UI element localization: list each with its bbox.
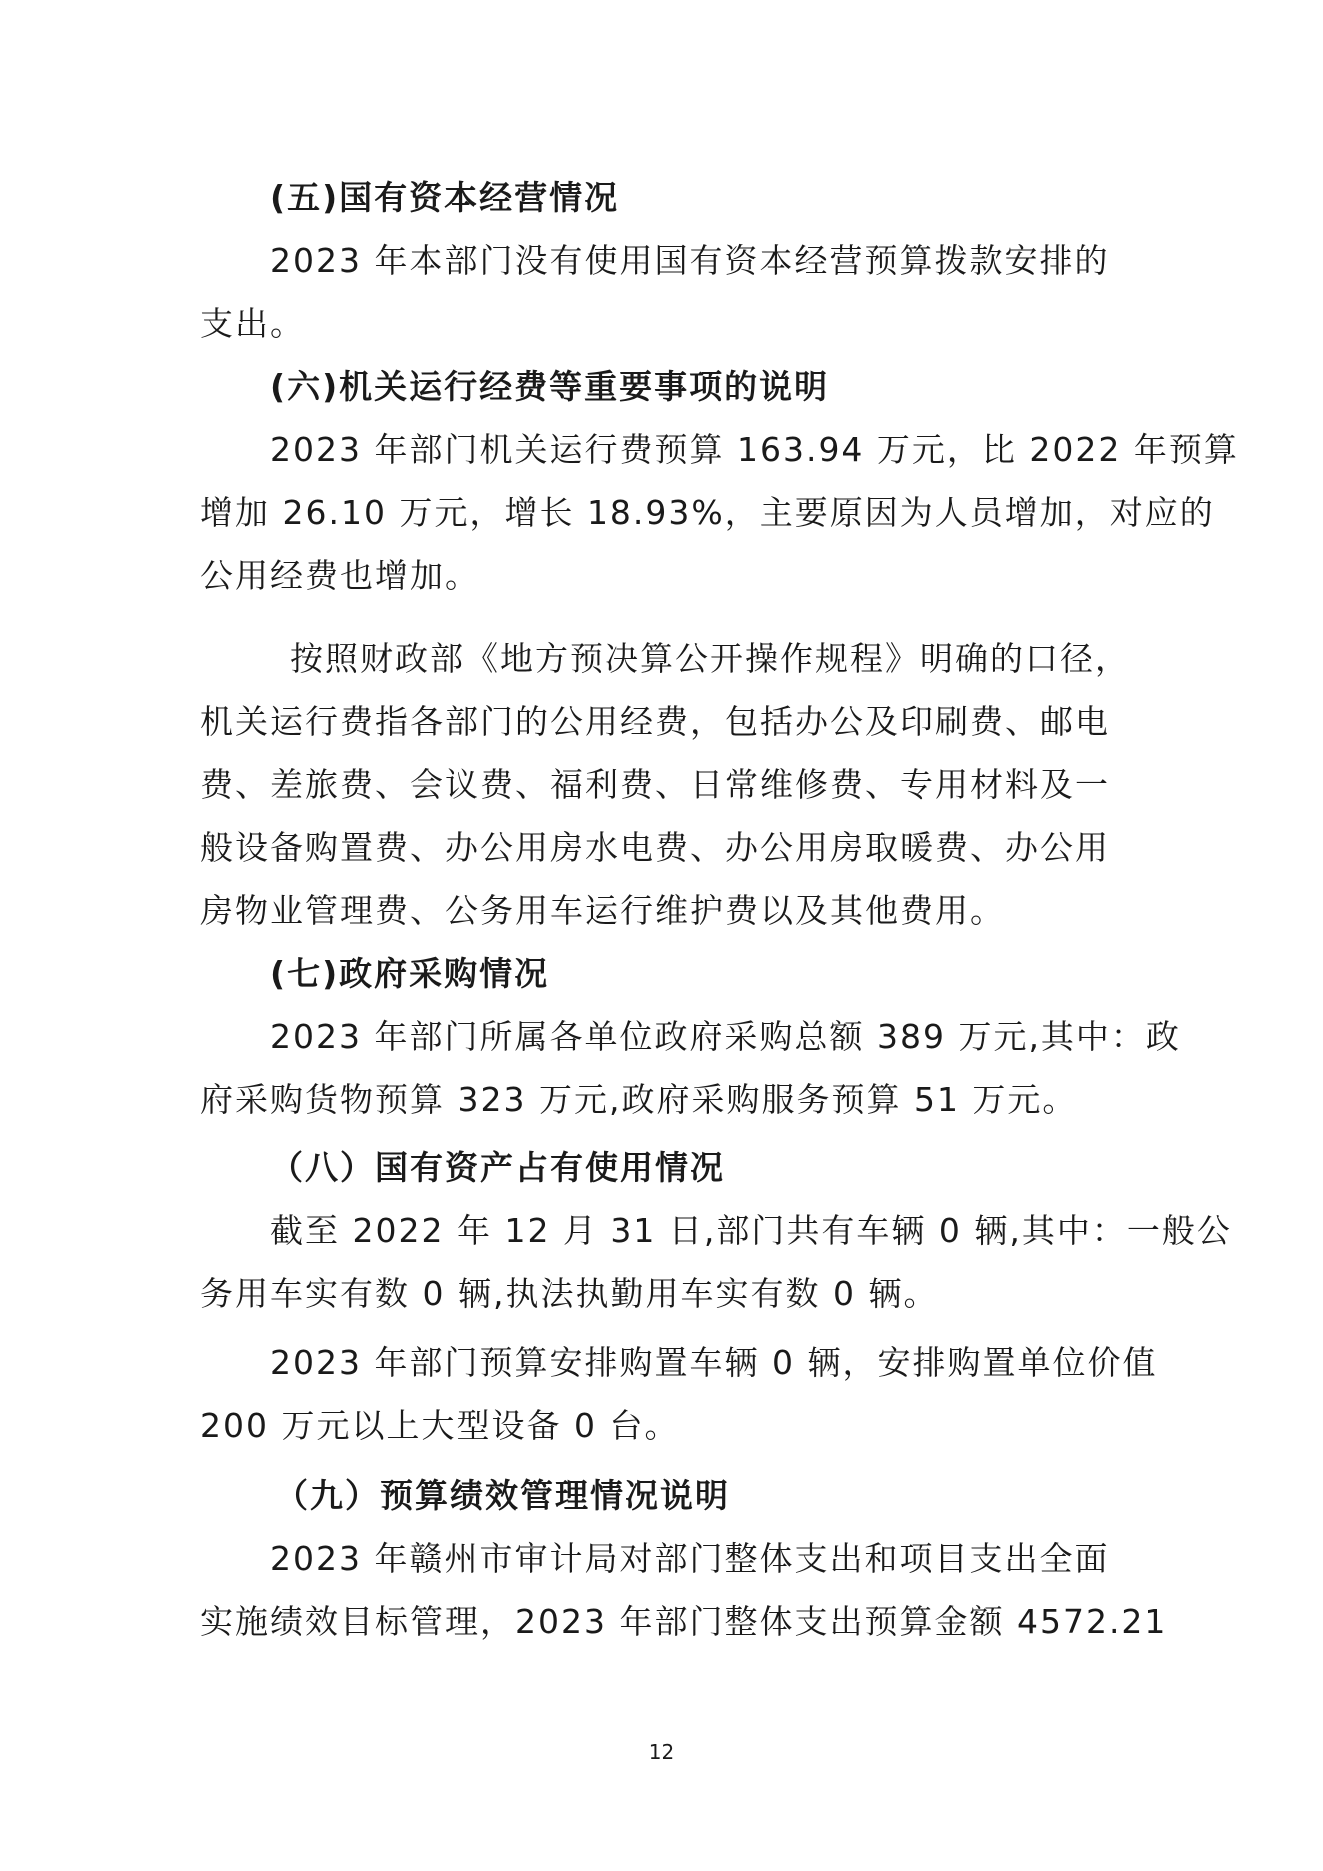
section-heading-7: (七)政府采购情况 [270, 954, 550, 993]
paragraph-line: 房物业管理费、公务用车运行维护费以及其他费用。 [200, 891, 1005, 930]
paragraph-line: 机关运行费指各部门的公用经费，包括办公及印刷费、邮电 [200, 702, 1110, 741]
paragraph-line: 按照财政部《地方预决算公开操作规程》明确的口径， [290, 639, 1130, 678]
section-heading-9: （九）预算绩效管理情况说明 [275, 1476, 730, 1515]
paragraph-line: 2023 年部门机关运行费预算 163.94 万元，比 2022 年预算 [270, 430, 1239, 469]
paragraph-line: 实施绩效目标管理，2023 年部门整体支出预算金额 4572.21 [200, 1602, 1168, 1641]
paragraph-line: 截至 2022 年 12 月 31 日,部门共有车辆 0 辆,其中：一般公 [270, 1211, 1232, 1250]
paragraph-line: 支出。 [200, 304, 305, 343]
paragraph-line: 府采购货物预算 323 万元,政府采购服务预算 51 万元。 [200, 1080, 1078, 1119]
paragraph-line: 2023 年本部门没有使用国有资本经营预算拨款安排的 [270, 241, 1110, 280]
paragraph-line: 2023 年赣州市审计局对部门整体支出和项目支出全面 [270, 1539, 1110, 1578]
paragraph-line: 般设备购置费、办公用房水电费、办公用房取暖费、办公用 [200, 828, 1110, 867]
page-number: 12 [648, 1740, 675, 1764]
section-heading-5: (五)国有资本经营情况 [270, 178, 620, 217]
paragraph-line: 费、差旅费、会议费、福利费、日常维修费、专用材料及一 [200, 765, 1110, 804]
paragraph-line: 200 万元以上大型设备 0 台。 [200, 1406, 680, 1445]
paragraph-line: 2023 年部门所属各单位政府采购总额 389 万元,其中：政 [270, 1017, 1181, 1056]
section-heading-6: (六)机关运行经费等重要事项的说明 [270, 367, 830, 406]
paragraph-line: 2023 年部门预算安排购置车辆 0 辆，安排购置单位价值 [270, 1343, 1158, 1382]
paragraph-line: 公用经费也增加。 [200, 556, 480, 595]
paragraph-line: 务用车实有数 0 辆,执法执勤用车实有数 0 辆。 [200, 1274, 939, 1313]
section-heading-8: （八）国有资产占有使用情况 [270, 1148, 725, 1187]
paragraph-line: 增加 26.10 万元，增长 18.93%，主要原因为人员增加，对应的 [200, 493, 1215, 532]
